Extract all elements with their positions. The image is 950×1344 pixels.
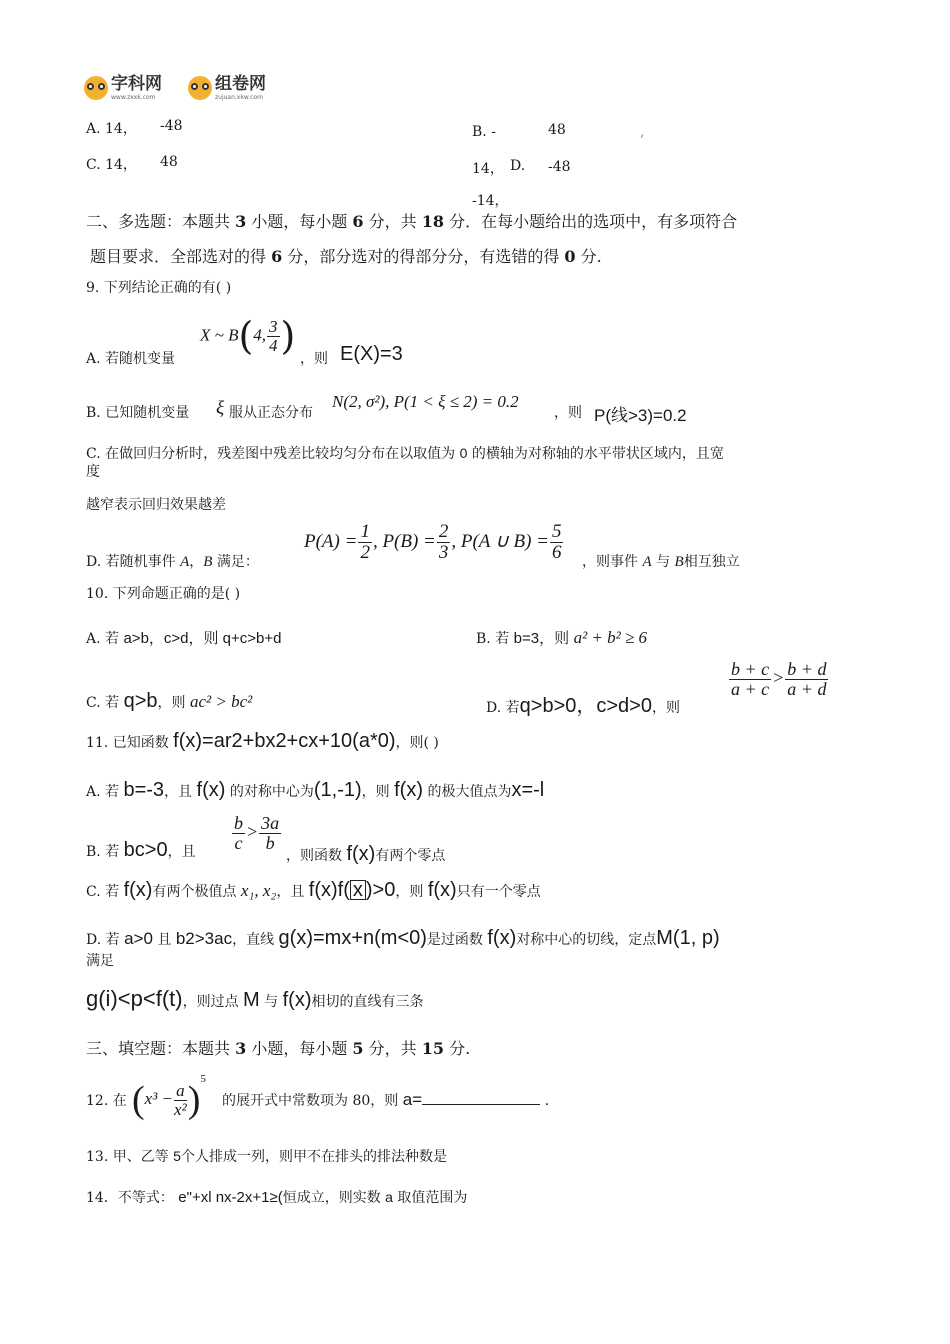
q8-option-d-tail: -14， (472, 193, 509, 209)
q11-stem: 11. 已知函数 f(x)=ar2+bx2+cx+10(a*0)，则( ) (86, 730, 439, 752)
q11-option-d-line3: g(i)<p<f(t)，则过点 M 与 f(x)相切的直线有三条 (86, 986, 424, 1011)
q9-option-a-tail: E(X)=3 (340, 343, 403, 365)
q13: 13. 甲、乙等 5个人排成一列，则甲不在排头的排法种数是 (86, 1148, 447, 1165)
q10-option-d-formula: $\frac{b + c}{a + c}$ > $\frac{b + d}{a + d}$ (731, 659, 827, 699)
q8-option-a-value: -48 (160, 118, 183, 134)
q12-formula: (x³ − $\frac{a}{\text{x²}}$ )$^5$ (132, 1073, 206, 1122)
q9-option-b-tail: P(线>3)=0.2 (594, 406, 687, 425)
q11-option-c: C. 若 f(x)有两个极值点 x₁, x₂，且 f(x)f( x )>0，则 f(x)只有一个零点 (86, 879, 541, 901)
q9-option-c-line3: 越窄表示回归效果越差 (86, 497, 226, 513)
q9-option-d-pre: D. 若随机事件 A，B 满足： (86, 554, 259, 570)
q9-option-d-post: ，则事件 A 与 B相互独立 (582, 554, 740, 570)
q9-a-formula: X ~ B(4, $\frac{3}{4}$ ) (200, 314, 296, 358)
q8-option-b-value: 48 (548, 122, 566, 138)
zujuan-logo (188, 70, 266, 106)
owl-logo-icon (84, 76, 108, 100)
q14: 14．不等式： e"+xl nx-2x+1≥(恒成立，则实数 a 取值范围为 (86, 1189, 468, 1206)
logo-name: 字科网 (111, 73, 162, 94)
q8-option-c-value: 48 (160, 154, 178, 170)
q11-option-b-formula: $\frac{b}{c}$ > $\frac{3a}{b}$ (234, 813, 280, 853)
logo-url: www.zxxk.com (111, 93, 156, 101)
q11-option-d-line2: 满足 (86, 953, 114, 969)
q9-option-b-math: N(2, σ²), P(1 < ξ ≤ 2) = 0.2 (332, 392, 519, 411)
q12-pre: 12. 在 (86, 1093, 127, 1109)
boxed-x: x (350, 880, 366, 900)
q10-option-b: B. 若 b=3，则 a² + b² ≥ 6 (476, 628, 648, 647)
q8-option-c: C. 14， (86, 157, 137, 173)
q10-stem: 10. 下列命题正确的是( ) (86, 586, 241, 602)
q12-post: 的展开式中常数项为 80，则 a= . (222, 1090, 550, 1109)
q11-option-b: B. 若 bc>0，且 (86, 839, 196, 861)
q8-option-d: D. (510, 158, 526, 174)
q11-option-b-tail: ，则函数 f(x)有两个零点 (286, 843, 446, 865)
q8-option-b: B. - (472, 124, 496, 140)
q9-option-b-xi: ξ (216, 398, 225, 419)
section2-header-line2: 题目要求．全部选对的得 6 分，部分选对的得部分分，有选错的得 0 分. (90, 247, 602, 266)
q9-option-c-line1: C. 在做回归分析时，残差图中残差比较均匀分布在以取值为 0 的横轴为对称轴的水平带状区域内，且宽 (86, 445, 724, 462)
q10-option-d: D. 若q>b>0，c>d>0，则 (486, 695, 680, 717)
zxxk-logo (84, 70, 162, 106)
q9-option-d-formula: P(A) = $\frac{1}{2}$ , P(B) = $\frac{2}{3}$ , P(A ∪ B) = $\frac{5}{6}$ (304, 521, 562, 563)
section3-header: 三、填空题：本题共 3 小题，每小题 5 分，共 15 分. (86, 1039, 471, 1058)
logo-url: zujuan.xkw.com (215, 93, 263, 101)
q11-option-a: A. 若 b=-3，且 f(x) 的对称中心为(1,-1)，则 f(x) 的极大值点为x=-l (86, 779, 545, 801)
q9-option-c-line2: 度 (86, 464, 100, 480)
q9-option-b-then: ，则 (554, 405, 582, 421)
q9-stem: 9. 下列结论正确的有( ) (86, 280, 232, 296)
q9-option-b: B. 已知随机变量 (86, 405, 190, 421)
q10-option-a: A. 若 a>b，c>d，则 q+c>b+d (86, 630, 282, 647)
q9-option-a-then: ，则 (300, 351, 328, 367)
q8-option-a: A. 14， (86, 121, 137, 137)
q10-option-c: C. 若 q>b，则 ac² > bc² (86, 690, 253, 712)
q8-option-d-value: -48 (548, 159, 571, 175)
q9-option-b-mid: 服从正态分布 (229, 405, 313, 421)
answer-blank (422, 1090, 540, 1105)
q11-option-d-line1: D. 若 a>0 且 b2>3ac，直线 g(x)=mx+n(m<0)是过函数 f(x)对称中心的切线，定点M(1, p) (86, 927, 720, 949)
logo-name: 组卷网 (215, 73, 266, 94)
q9-option-a: A. 若随机变量 (86, 351, 176, 367)
owl-logo-icon (188, 76, 212, 100)
q8-option-b-tail: 14， (472, 161, 504, 177)
section2-header-line1: 二、多选题：本题共 3 小题，每小题 6 分，共 18 分．在每小题给出的选项中，有多项符合 (86, 212, 738, 231)
stray-comma: , (640, 124, 645, 140)
